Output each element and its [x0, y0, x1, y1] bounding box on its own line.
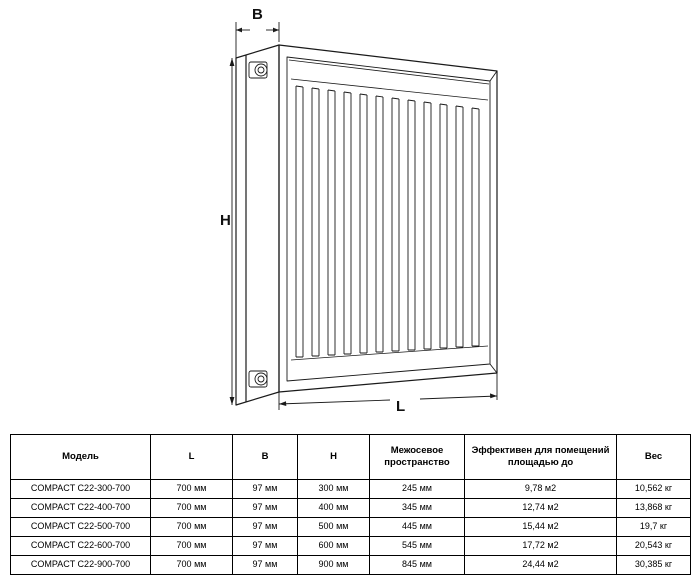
cell-b: 97 мм [233, 499, 298, 518]
cell-l: 700 мм [151, 499, 233, 518]
table-row [11, 537, 691, 556]
column-header-effective-area-line2: площадью до [507, 457, 574, 468]
column-header-effective-area-line1: Эффективен для помещений [471, 445, 610, 457]
cell-h: 400 мм [298, 499, 370, 518]
cell-b: 97 мм [233, 537, 298, 556]
cell-model: COMPACT C22-600-700 [11, 537, 151, 556]
cell-axle: 345 мм [370, 499, 465, 518]
column-header-model: Модель [11, 435, 151, 480]
column-header-axle-spacing [370, 435, 465, 480]
cell-area: 17,72 м2 [465, 537, 617, 556]
cell-weight: 20,543 кг [617, 537, 691, 556]
cell-area: 9,78 м2 [465, 480, 617, 499]
cell-l: 700 мм [151, 556, 233, 575]
dimension-label-l: L [396, 398, 406, 415]
cell-axle: 545 мм [370, 537, 465, 556]
cell-h: 300 мм [298, 480, 370, 499]
cell-l: 700 мм [151, 537, 233, 556]
column-header-axle-spacing-line1: Межосевое [390, 445, 444, 457]
cell-area: 24,44 м2 [465, 556, 617, 575]
cell-model: COMPACT C22-900-700 [11, 556, 151, 575]
cell-area: 15,44 м2 [465, 518, 617, 537]
column-header-h: H [298, 435, 370, 480]
column-header-b: B [233, 435, 298, 480]
column-header-axle-spacing-line2: пространство [384, 457, 450, 468]
cell-h: 900 мм [298, 556, 370, 575]
table-row [11, 518, 691, 537]
cell-model: COMPACT C22-300-700 [11, 480, 151, 499]
cell-l: 700 мм [151, 480, 233, 499]
cell-b: 97 мм [233, 480, 298, 499]
table-row [11, 556, 691, 575]
cell-weight: 10,562 кг [617, 480, 691, 499]
dimension-label-h: H [220, 212, 231, 229]
column-header-l: L [151, 435, 233, 480]
cell-weight: 30,385 кг [617, 556, 691, 575]
cell-b: 97 мм [233, 556, 298, 575]
table-row [11, 480, 691, 499]
cell-model: COMPACT C22-500-700 [11, 518, 151, 537]
column-header-effective-area [465, 435, 617, 480]
table-header-row [11, 435, 691, 480]
cell-h: 600 мм [298, 537, 370, 556]
cell-weight: 19,7 кг [617, 518, 691, 537]
dimension-label-b: B [252, 6, 263, 23]
specification-table [10, 434, 691, 575]
cell-model: COMPACT C22-400-700 [11, 499, 151, 518]
column-header-weight: Вес [617, 435, 691, 480]
cell-h: 500 мм [298, 518, 370, 537]
cell-b: 97 мм [233, 518, 298, 537]
cell-axle: 245 мм [370, 480, 465, 499]
cell-axle: 445 мм [370, 518, 465, 537]
cell-area: 12,74 м2 [465, 499, 617, 518]
table-row [11, 499, 691, 518]
cell-l: 700 мм [151, 518, 233, 537]
cell-weight: 13,868 кг [617, 499, 691, 518]
cell-axle: 845 мм [370, 556, 465, 575]
